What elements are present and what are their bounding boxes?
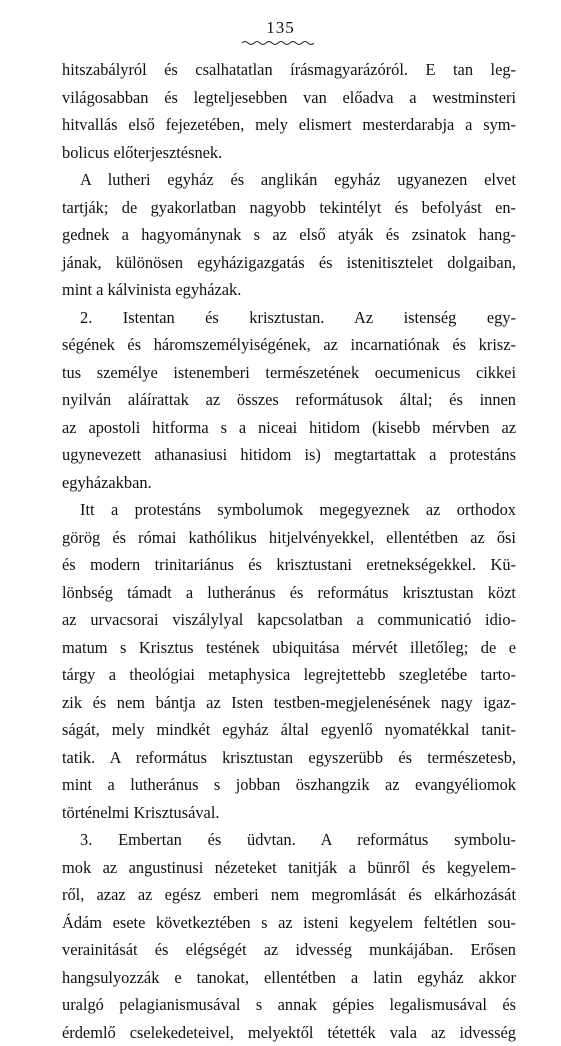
text-line: nyilván aláírattak az összes reformátusok által; és innen [62, 386, 516, 414]
text-line: bolicus előterjesztésnek. [62, 139, 516, 167]
text-line: ségének és háromszemélyiségének, az incarnatiónak és krisz- [62, 331, 516, 359]
text-line: matum s Krisztus testének ubiquitása mérvét illetőleg; de e [62, 634, 516, 662]
text-line: A lutheri egyház és anglikán egyház ugyanezen elvet [62, 166, 516, 194]
text-line: uralgó pelagianismusával s annak gépies legalismusával és [62, 991, 516, 1019]
text-line: érdemlő cselekedeteivel, melyektől tétették vala az idvesség [62, 1019, 516, 1046]
text-line: lönbség támadt a lutheránus és református krisztustan közt [62, 579, 516, 607]
text-line: mint a lutheránus s jobban öszhangzik az evangyéliomok [62, 771, 516, 799]
text-line: tárgy a theológiai metaphysica legrejtettebb szegletébe tarto- [62, 661, 516, 689]
text-line: Ádám esete következtében s az isteni kegyelem feltétlen sou- [62, 909, 516, 937]
text-line: hangsulyozzák e tanokat, ellentétben a latin egyház akkor [62, 964, 516, 992]
wavy-rule-icon [242, 40, 314, 46]
section-heading-line: 3. Embertan és üdvtan. A református symbolu- [62, 826, 516, 854]
text-line: világosabban és legteljesebben van előadva a westminsteri [62, 84, 516, 112]
text-line: mint a kálvinista egyházak. [62, 276, 516, 304]
text-line: az urvacsorai viszálylyal kapcsolatban a communicatió idio- [62, 606, 516, 634]
text-line: tartják; de gyakorlatban nagyobb tekintélyt és befolyást en- [62, 194, 516, 222]
text-line: mok az angustinusi nézeteket tanitják a bünről és kegyelem- [62, 854, 516, 882]
text-line: ugynevezett athanasiusi hitidom is) megtartattak a protestáns [62, 441, 516, 469]
section-heading-line: 2. Istentan és krisztustan. Az istenség egy- [62, 304, 516, 332]
text-line: zik és nem bántja az Isten testben-megjelenésének nagy igaz- [62, 689, 516, 717]
text-line: hitvallás első fejezetében, mely elismert mesterdarabja a sym- [62, 111, 516, 139]
text-line: ről, azaz az egész emberi nem megromlását és elkárhozását [62, 881, 516, 909]
text-line: gednek a hagyománynak s az első atyák és zsinatok hang- [62, 221, 516, 249]
body-text [62, 56, 516, 1046]
text-line: tatik. A református krisztustan egyszerübb és természetesb, [62, 744, 516, 772]
text-line: az apostoli hitforma s a niceai hitidom (kisebb mérvben az [62, 414, 516, 442]
text-line: tus személye istenemberi természetének oecumenicus cikkei [62, 359, 516, 387]
text-line: görög és római kathólikus hitjelvényekkel, ellentétben az ősi [62, 524, 516, 552]
page-number: 135 [0, 18, 561, 38]
text-line: Itt a protestáns symbolumok megegyeznek az orthodox [62, 496, 516, 524]
text-line: egyházakban. [62, 469, 516, 497]
text-line: verainitását és elégségét az idvesség munkájában. Erősen [62, 936, 516, 964]
text-line: és modern trinitariánus és krisztustani eretnekségekkel. Kü- [62, 551, 516, 579]
text-line: hitszabályról és csalhatatlan írásmagyarázóról. E tan leg- [62, 56, 516, 84]
text-line: történelmi Krisztusával. [62, 799, 516, 827]
text-line: jának, különösen egyházigazgatás és istenitisztelet dolgaiban, [62, 249, 516, 277]
text-line: ságát, mely mindkét egyház által egyenlő nyomatékkal tanit- [62, 716, 516, 744]
